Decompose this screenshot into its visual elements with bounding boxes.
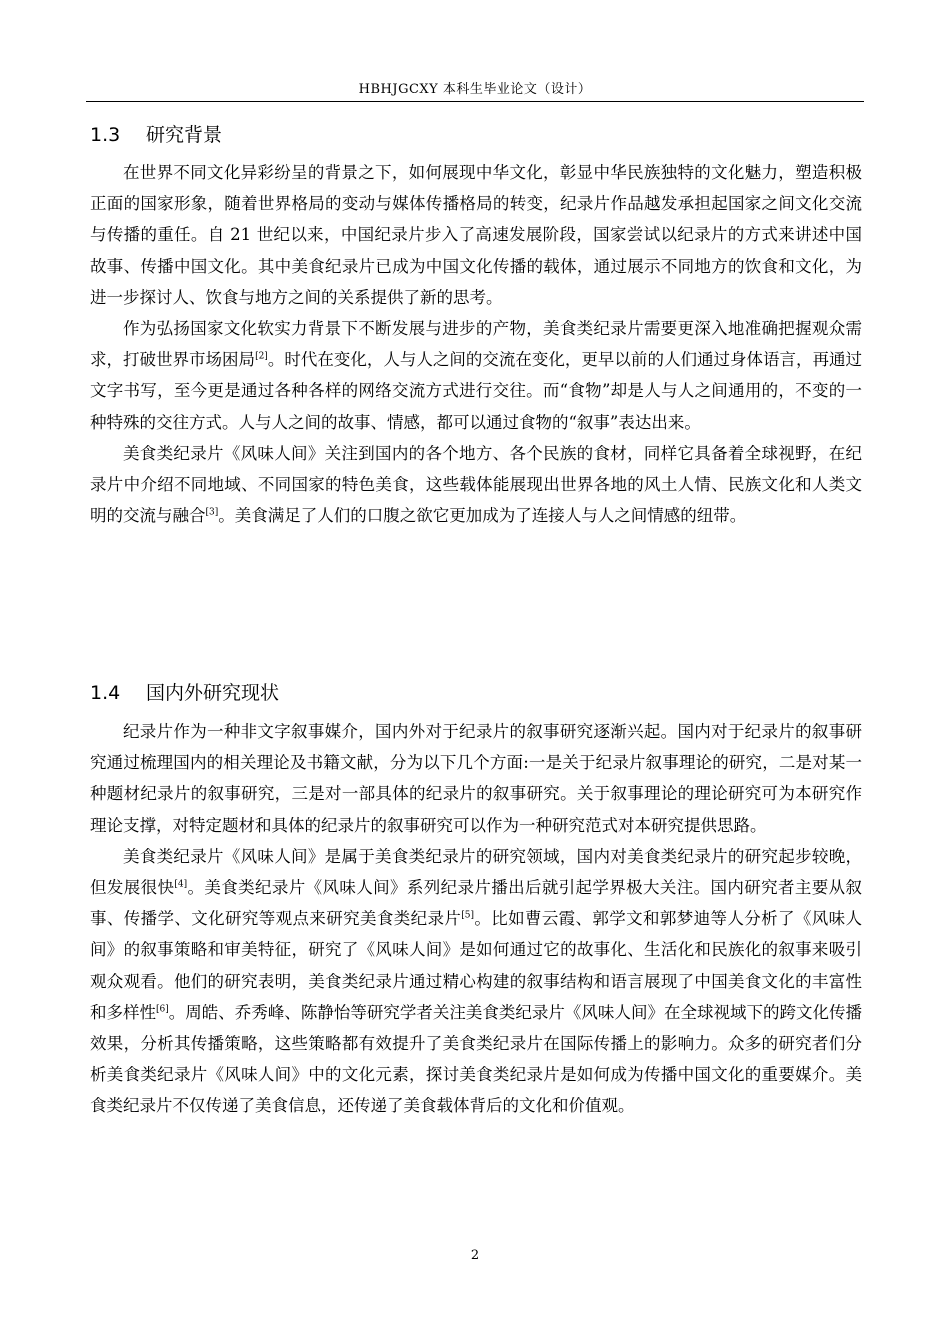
paragraph-text: 。美食满足了人们的口腹之欲它更加成为了连接人与人之间情感的纽带。 xyxy=(218,506,747,526)
paragraph xyxy=(90,841,862,1122)
paragraph-text: 在世界不同文化异彩纷呈的背景之下，如何展现中华文化，彰显中华民族独特的文化魅力，塑造积极正面的国家形象，随着世界格局的变动与媒体传播格局的转变，纪录片作品越发承担起国家之间文化交流与传播的重任。自 21 世纪以来，中国纪录片步入了高速发展阶段，国家尝试以纪录片的方式来讲述中国故事、传播中国文化。其中美食纪录片已成为中国文化传播的载体，通过展示不同地方的饮食和文化，为进一步探讨人、饮食与地方之间的关系提供了新的思考。 xyxy=(90,163,862,307)
section-heading xyxy=(90,678,279,705)
section-number: 1.3 xyxy=(90,124,121,146)
paragraph-text: 美食类纪录片《风味人间》关注到国内的各个地方、各个民族的食材，同样它具备着全球视野，在纪录片中介绍不同地域、不同国家的特色美食，这些载体能展现出世界各地的风土人情、民族文化和人类文明的交流与融合 xyxy=(90,443,862,526)
paragraph xyxy=(90,716,862,841)
citation-ref: [5] xyxy=(461,910,474,921)
section-heading xyxy=(90,120,222,147)
section-title: 国内外研究现状 xyxy=(146,682,280,704)
paragraph-text: 。美食类纪录片《风味人间》系列纪录片播出后就引起学界极大关注。国内研究者主要从叙事、传播学、文化研究等观点来研究美食类纪录片 xyxy=(90,878,863,929)
citation-ref: [2] xyxy=(255,351,268,362)
paragraph-text: 作为弘扬国家文化软实力背景下不断发展与进步的产物，美食类纪录片需要更深入地准确把握观众需求，打破世界市场困局 xyxy=(90,319,862,370)
section-body xyxy=(90,716,862,1122)
citation-ref: [6] xyxy=(156,1004,169,1015)
paragraph xyxy=(90,438,862,532)
page-number: 2 xyxy=(470,1248,480,1263)
paragraph-text: 。周皓、乔秀峰、陈静怡等研究学者关注美食类纪录片《风味人间》在全球视域下的跨文化传播效果，分析其传播策略，这些策略都有效提升了美食类纪录片在国际传播上的影响力。众多的研究者们分析美食类纪录片《风味人间》中的文化元素，探讨美食类纪录片是如何成为传播中国文化的重要媒介。美食类纪录片不仅传递了美食信息，还传递了美食载体背后的文化和价值观。 xyxy=(90,1002,863,1116)
paragraph-text: 纪录片作为一种非文字叙事媒介，国内外对于纪录片的叙事研究逐渐兴起。国内对于纪录片的叙事研究通过梳理国内的相关理论及书籍文献，分为以下几个方面:一是关于纪录片叙事理论的研究，二是对某一种题材纪录片的叙事研究，三是对一部具体的纪录片的叙事研究。关于叙事理论的理论研究可为本研究作理论支撑，对特定题材和具体的纪录片的叙事研究可以作为一种研究范式对本研究提供思路。 xyxy=(90,722,862,835)
citation-ref: [3] xyxy=(205,507,219,518)
section-number: 1.4 xyxy=(90,682,121,704)
citation-ref: [4] xyxy=(174,879,188,890)
paragraph-text: 。比如曹云霞、郭学文和郭梦迪等人分析了《风味人间》的叙事策略和审美特征，研究了《风味人间》是如何通过它的故事化、生活化和民族化的叙事来吸引观众观看。他们的研究表明，美食类纪录片通过精心构建的叙事结构和语言展现了中国美食文化的丰富性和多样性 xyxy=(90,909,863,1022)
paragraph-text: 。时代在变化，人与人之间的交流在变化，更早以前的人们通过身体语言，再通过文字书写，至今更是通过各种各样的网络交流方式进行交往。而“食物”却是人与人之间通用的，不变的一种特殊的交往方式。人与人之间的故事、情感，都可以通过食物的“叙事”表达出来。 xyxy=(90,350,863,432)
paragraph-text: 美食类纪录片《风味人间》是属于美食类纪录片的研究领域，国内对美食类纪录片的研究起步较晚，但发展很快 xyxy=(90,846,862,898)
section-body xyxy=(90,157,862,531)
running-header: HBHJGCXY 本科生毕业论文（设计） xyxy=(358,82,592,97)
header-rule xyxy=(86,101,864,102)
section-title: 研究背景 xyxy=(146,124,223,146)
paragraph xyxy=(90,313,862,438)
paragraph xyxy=(90,157,862,313)
